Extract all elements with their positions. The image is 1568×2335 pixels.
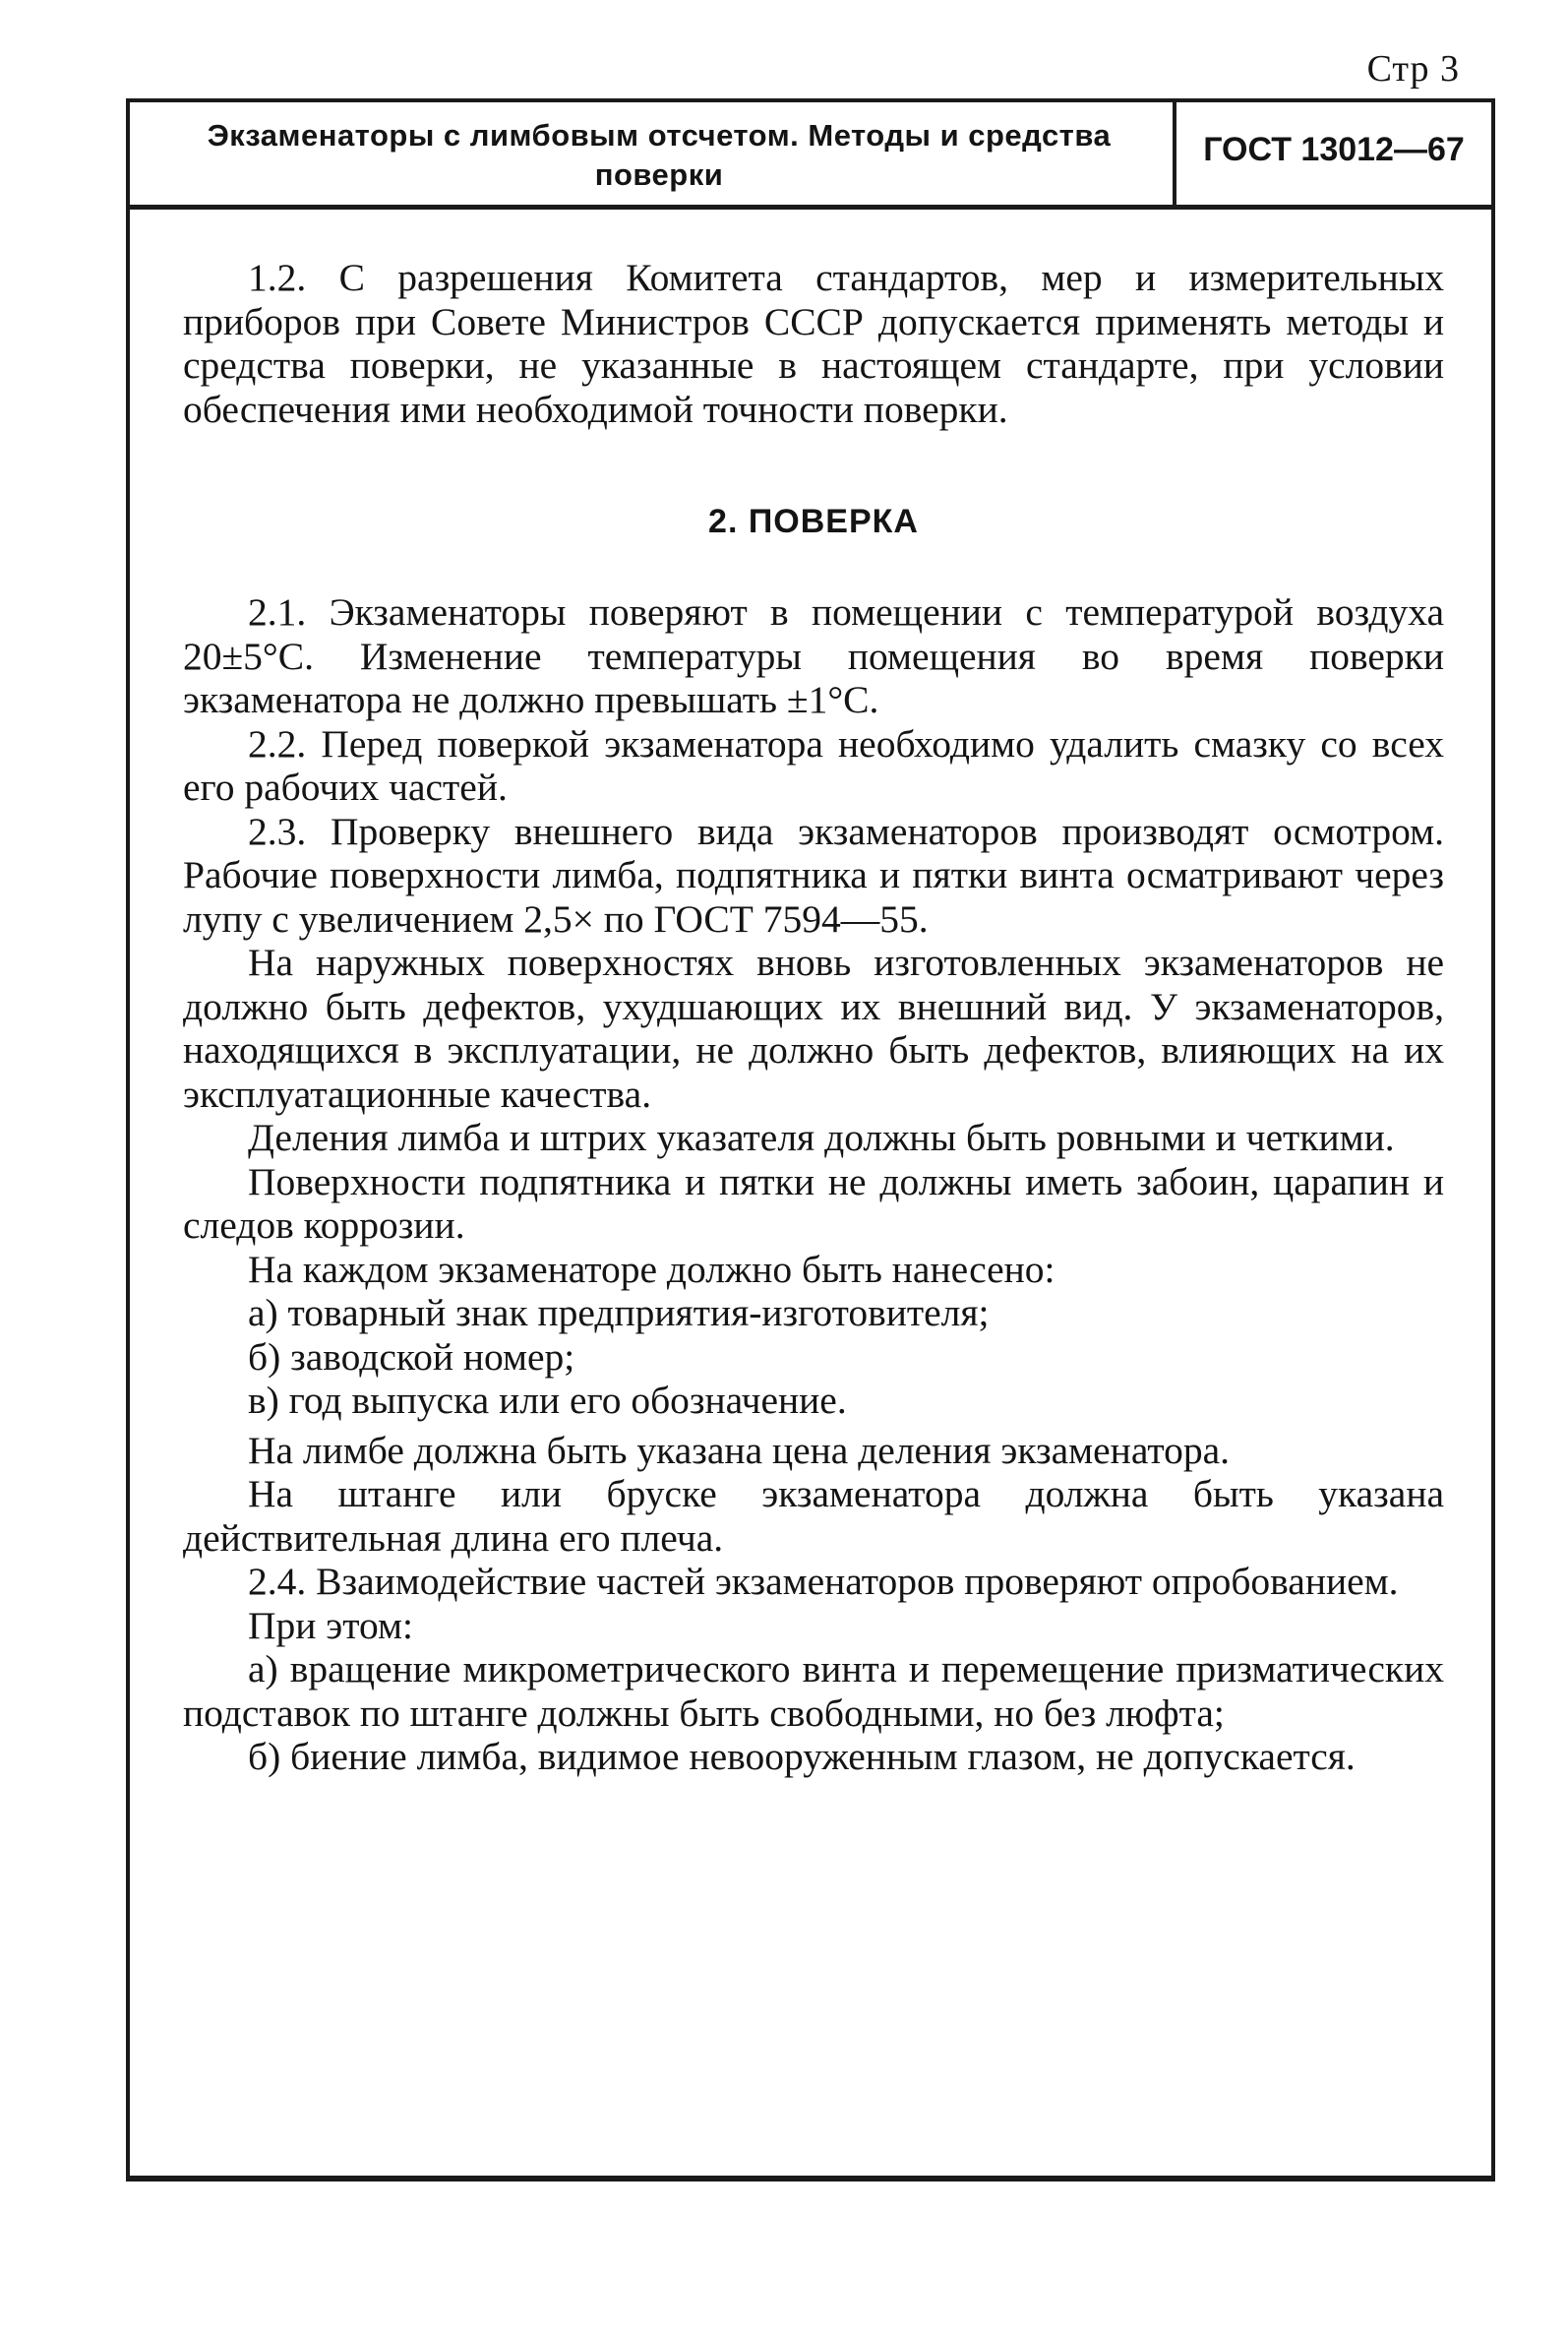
header-divider <box>1173 102 1176 205</box>
paragraph-2-1: 2.1. Экзаменаторы поверяют в помещении с температурой воздуха 20±5°С. Изменение температуры помещения во время поверки экзаменатора не должно превышать ±1°С. <box>183 590 1444 721</box>
paragraph-surfaces: Поверхности подпятника и пятки не должны иметь забоин, царапин и следов коррозии. <box>183 1159 1444 1247</box>
paragraph-1-2: 1.2. С разрешения Комитета стандартов, мер и измерительных приборов при Совете Министров СССР допускается применять методы и средства поверки, не указанные в настоящем стандарте, при условии обеспечения ими необходимой точности поверки. <box>183 256 1444 431</box>
paragraph-2-4: 2.4. Взаимодействие частей экзаменаторов проверяют опробованием. <box>248 1560 1399 1603</box>
bottom-rule <box>126 2176 1495 2181</box>
paragraph-at-this: При этом: <box>248 1603 413 1647</box>
paragraph-2-2: 2.2. Перед поверкой экзаменатора необходимо удалить смазку со всех его рабочих частей. <box>183 721 1444 809</box>
header-rule <box>126 205 1495 210</box>
marking-item-b: б) заводской номер; <box>248 1334 575 1379</box>
marking-item-c: в) год выпуска или его обозначение. <box>248 1379 847 1422</box>
check-item-a: а) вращение микрометрического винта и перемещение призматических подставок по штанге должны быть свободными, но без люфта; <box>183 1647 1444 1735</box>
marking-item-a: а) товарный знак предприятия-изготовителя; <box>248 1291 990 1334</box>
paragraph-divisions: Деления лимба и штрих указателя должны быть ровными и четкими. <box>248 1116 1395 1159</box>
standard-code: ГОСТ 13012—67 <box>1203 131 1465 168</box>
paragraph-defects: На наружных поверхностях вновь изготовленных экзаменаторов не должно быть дефектов, ухудшающих их внешний вид. У экзаменаторов, находящихся в эксплуатации, не должно быть дефектов, влияющих на их эксплуатационные качества. <box>183 941 1444 1116</box>
page-number: Стр 3 <box>1366 48 1460 90</box>
paragraph-marking: На каждом экзаменаторе должно быть нанесено: <box>248 1247 1055 1291</box>
paragraph-limb-price: На лимбе должна быть указана цена деления экзаменатора. <box>248 1428 1230 1472</box>
check-item-b: б) биение лимба, видимое невооруженным глазом, не допускается. <box>248 1735 1356 1778</box>
header-title: Экзаменаторы с лимбовым отсчетом. Методы и средства поверки <box>207 118 1112 192</box>
section-heading: 2. ПОВЕРКА <box>708 503 919 540</box>
paragraph-bar-length: На штанге или бруске экзаменатора должна быть указана действительная длина его плеча. <box>183 1472 1444 1560</box>
paragraph-2-3: 2.3. Проверку внешнего вида экзаменаторов производят осмотром. Рабочие поверхности лимба, подпятника и пятки винта осматривают через лупу с увеличением 2,5× по ГОСТ 7594—55. <box>183 809 1444 941</box>
document-body <box>183 256 1444 1779</box>
